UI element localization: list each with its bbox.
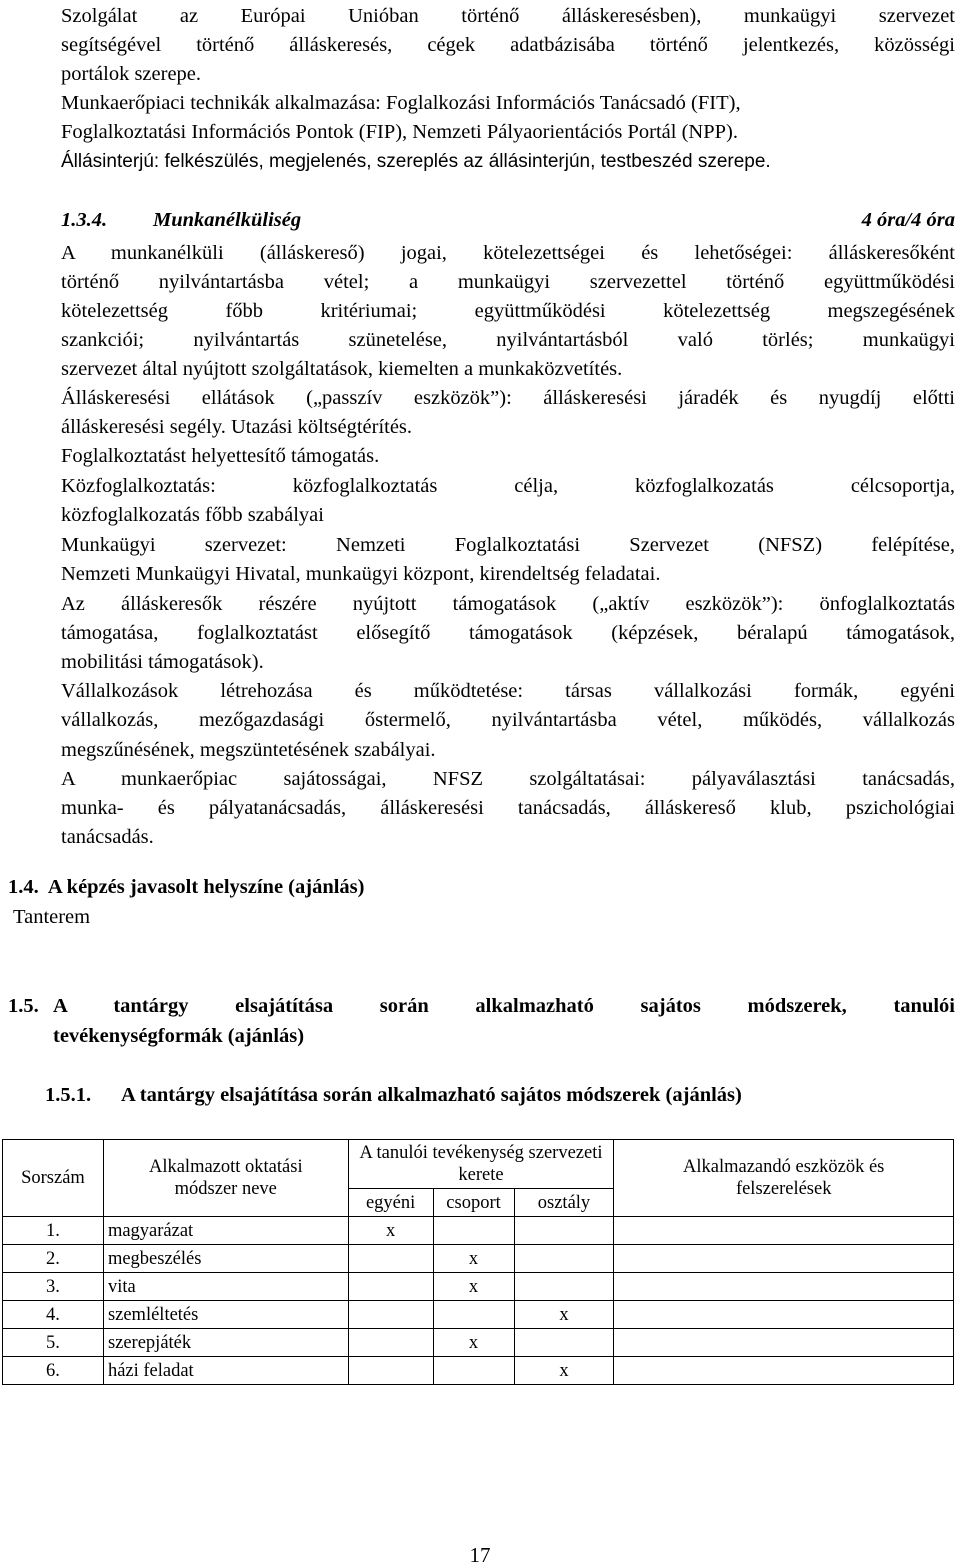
header-text: Alkalmazott oktatási — [148, 1157, 303, 1177]
row-num: 1. — [3, 1217, 104, 1245]
section-title: Munkanélküliség — [153, 209, 302, 231]
row-eszkozok — [614, 1301, 954, 1329]
paragraph-line: Foglalkoztatást helyettesítő támogatás. — [61, 445, 380, 467]
section-heading-1-3-4 — [61, 205, 955, 235]
row-osztaly — [514, 1217, 614, 1245]
paragraph-line: Vállalkozások létrehozása és működtetése: társas vállalkozási formák, egyéni — [61, 680, 955, 702]
header-text: Alkalmazandó eszközök és — [683, 1157, 885, 1177]
paragraph-line: Állásinterjú: felkészülés, megjelenés, szereplés az állásinterjún, testbeszéd szerepe. — [61, 151, 771, 172]
paragraph-line: Nemzeti Munkaügyi Hivatal, munkaügyi központ, kirendeltség feladatai. — [61, 563, 661, 585]
paragraph-line: Az álláskeresők részére nyújtott támogatások („aktív eszközök”): önfoglalkoztatás — [61, 593, 955, 615]
section-hours: 4 óra/4 óra — [861, 209, 955, 231]
row-eszkozok — [614, 1273, 954, 1301]
row-csoport: x — [433, 1245, 514, 1273]
row-osztaly: x — [514, 1357, 614, 1385]
methods-table — [2, 1139, 954, 1385]
row-csoport — [433, 1217, 514, 1245]
row-csoport — [433, 1357, 514, 1385]
paragraph-line: támogatása, foglalkoztatást elősegítő támogatások (képzések, béralapú támogatások, — [61, 622, 955, 644]
header-sorszam: Sorszám — [3, 1140, 104, 1217]
paragraph-line: vállalkozás, mezőgazdasági őstermelő, nyilvántartásba vétel, működés, vállalkozás — [61, 709, 955, 731]
row-osztaly — [514, 1273, 614, 1301]
row-num: 4. — [3, 1301, 104, 1329]
paragraph-line: történő nyilvántartásba vétel; a munkaügyi szervezettel történő együttműködési — [61, 271, 955, 293]
paragraph-line: szankciói; nyilvántartás szünetelése, nyilvántartásból való törlés; munkaügyi — [61, 329, 955, 351]
row-method: megbeszélés — [103, 1245, 348, 1273]
paragraph-line: segítségével történő álláskeresés, cégek adatbázisába történő jelentkezés, közösségi — [61, 34, 955, 56]
row-num: 2. — [3, 1245, 104, 1273]
paragraph-line: szervezet által nyújtott szolgáltatások, kiemelten a munkaközvetítés. — [61, 358, 623, 380]
header-egyeni: egyéni — [348, 1189, 433, 1217]
row-egyeni — [348, 1329, 433, 1357]
paragraph-line: A munkanélküli (álláskereső) jogai, kötelezettségei és lehetőségei: álláskeresőként — [61, 242, 955, 264]
row-egyeni: x — [348, 1217, 433, 1245]
header-text: kerete — [458, 1165, 504, 1185]
paragraph-line: Munkaügyi szervezet: Nemzeti Foglalkoztatási Szervezet (NFSZ) felépítése, — [61, 534, 955, 556]
row-method: házi feladat — [103, 1357, 348, 1385]
row-egyeni — [348, 1245, 433, 1273]
section-title-1-5: A tantárgy elsajátítása során alkalmazható sajátos módszerek, tanulói — [53, 995, 955, 1017]
header-tanuloi — [348, 1140, 614, 1189]
paragraph-line: Munkaerőpiaci technikák alkalmazása: Foglalkozási Információs Tanácsadó (FIT), — [61, 92, 741, 114]
paragraph-line: közfoglalkozatás főbb szabályai — [61, 504, 324, 526]
paragraph-line: munka- és pályatanácsadás, álláskeresési tanácsadás, álláskereső klub, pszichológiai — [61, 797, 955, 819]
section-number-1-5: 1.5. — [8, 995, 39, 1017]
table-row — [3, 1357, 954, 1385]
row-eszkozok — [614, 1329, 954, 1357]
page-number: 17 — [469, 1543, 491, 1567]
row-egyeni — [348, 1301, 433, 1329]
row-method: magyarázat — [103, 1217, 348, 1245]
row-csoport — [433, 1301, 514, 1329]
section-title-1-5-cont: tevékenységformák (ajánlás) — [53, 1025, 305, 1047]
table-row — [3, 1245, 954, 1273]
row-osztaly: x — [514, 1301, 614, 1329]
row-eszkozok — [614, 1357, 954, 1385]
row-eszkozok — [614, 1217, 954, 1245]
row-osztaly — [514, 1245, 614, 1273]
paragraph-line: A munkaerőpiac sajátosságai, NFSZ szolgáltatásai: pályaválasztási tanácsadás, — [61, 768, 955, 790]
row-method: szemléltetés — [103, 1301, 348, 1329]
header-osztaly: osztály — [514, 1189, 614, 1217]
row-eszkozok — [614, 1245, 954, 1273]
table-row — [3, 1329, 954, 1357]
row-method: vita — [103, 1273, 348, 1301]
paragraph-line: megszűnésének, megszüntetésének szabályai. — [61, 739, 436, 761]
table-row — [3, 1301, 954, 1329]
row-csoport: x — [433, 1329, 514, 1357]
section-number: 1.4. — [8, 876, 39, 898]
row-csoport: x — [433, 1273, 514, 1301]
row-num: 3. — [3, 1273, 104, 1301]
paragraph-line: Közfoglalkoztatás: közfoglalkoztatás célja, közfoglalkozatás célcsoportja, — [61, 475, 955, 497]
header-modszer — [103, 1140, 348, 1217]
row-egyeni — [348, 1273, 433, 1301]
table-row — [3, 1273, 954, 1301]
section-number-1-5-1: 1.5.1. — [45, 1084, 92, 1106]
header-text: felszerelések — [735, 1179, 832, 1199]
row-method: szerepjáték — [103, 1329, 348, 1357]
paragraph-line: Foglalkoztatási Információs Pontok (FIP), Nemzeti Pályaorientációs Portál (NPP). — [61, 121, 738, 143]
table-row — [3, 1217, 954, 1245]
section-heading-1-4 — [8, 872, 364, 902]
table-header-row — [3, 1140, 954, 1189]
row-num: 5. — [3, 1329, 104, 1357]
paragraph-line: mobilitási támogatások). — [61, 651, 264, 673]
row-egyeni — [348, 1357, 433, 1385]
header-text: módszer neve — [174, 1179, 277, 1199]
header-csoport: csoport — [433, 1189, 514, 1217]
paragraph-line: Álláskeresési ellátások („passzív eszközök”): álláskeresési járadék és nyugdíj előtti — [61, 387, 955, 409]
row-osztaly — [514, 1329, 614, 1357]
header-text: A tanulói tevékenység szervezeti — [359, 1143, 603, 1163]
paragraph-line: kötelezettség főbb kritériumai; együttműködési kötelezettség megszegésének — [61, 300, 955, 322]
section-value: Tanterem — [13, 906, 91, 928]
section-title: A képzés javasolt helyszíne (ajánlás) — [47, 876, 365, 898]
section-title-1-5-1: A tantárgy elsajátítása során alkalmazható sajátos módszerek (ajánlás) — [121, 1084, 742, 1106]
paragraph-line: álláskeresési segély. Utazási költségtérítés. — [61, 416, 413, 438]
paragraph-line: portálok szerepe. — [61, 63, 202, 85]
row-num: 6. — [3, 1357, 104, 1385]
section-number: 1.3.4. — [61, 209, 108, 231]
paragraph-line: tanácsadás. — [61, 826, 154, 848]
paragraph-line: Szolgálat az Európai Unióban történő álláskeresésben), munkaügyi szervezet — [61, 5, 955, 27]
header-eszkozok — [614, 1140, 954, 1217]
